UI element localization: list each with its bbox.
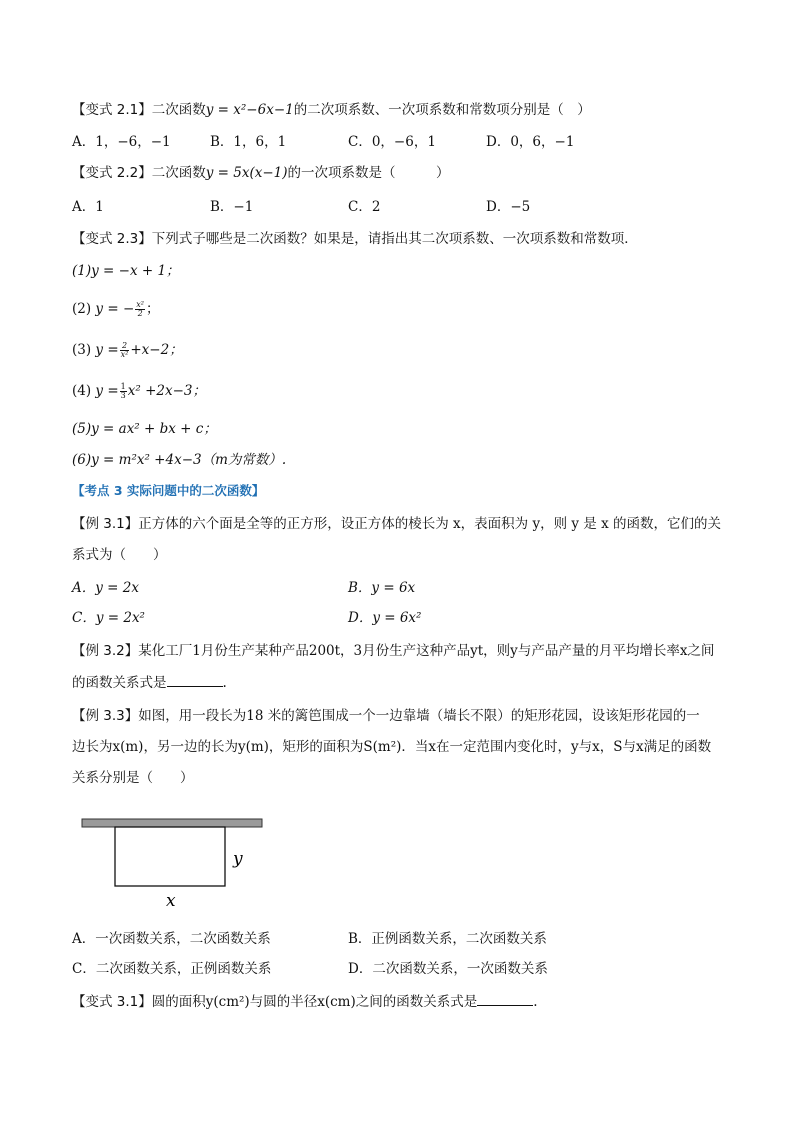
label-x: x: [166, 891, 176, 910]
question-text: 某化工厂1月份生产某种产品200t，3月份生产这种产品yt，则y与产品产量的月平均增长率x之间: [138, 643, 715, 659]
question-tag: 【例 3.2】: [72, 643, 139, 659]
question-tag: 【例 3.1】: [72, 516, 139, 532]
fraction: $\frac{1}{3}$: [120, 382, 126, 400]
item-2: (2) y = − $\frac{\text{x²}}{2}$ ；: [72, 300, 160, 318]
item-3: (3) y = $\frac{2}{\text{x²}}$ +x−2；: [72, 341, 183, 359]
option-b: B．y = 6x: [348, 580, 416, 596]
label-y: y: [233, 849, 243, 869]
question-v2-2: [72, 163, 450, 183]
question-text: 如图，用一段长为18 米的篱笆围成一个一边靠墙（墙长不限）的矩形花园，设该矩形花园的一: [138, 708, 700, 724]
question-text: 二次函数: [151, 165, 206, 181]
option-b: B．正例函数关系，二次函数关系: [348, 931, 547, 947]
wall: [82, 819, 262, 827]
item-4: (4) y = $\frac{1}{3}$ x² +2x−3；: [72, 382, 206, 400]
option-c: C．二次函数关系，正例函数关系: [72, 961, 272, 977]
option-d: D．−5: [486, 199, 531, 215]
option-a: A．y = 2x: [72, 580, 139, 596]
item-1: (1)y = −x + 1；: [72, 263, 180, 279]
question-text: 的一次项系数是（ ）: [287, 165, 450, 181]
option-b: B．1，6，1: [210, 134, 287, 150]
option-d: D．y = 6x²: [348, 610, 422, 626]
answer-blank[interactable]: [477, 993, 533, 1006]
fraction: $\frac{2}{\text{x²}}$: [120, 341, 129, 359]
garden-figure: [80, 815, 270, 910]
option-c: C．2: [348, 199, 381, 215]
question-text-cont: 的函数关系式是 .: [72, 675, 227, 691]
question-text-cont: 边长为x(m)，另一边的长为y(m)，矩形的面积为S(m²)．当x在一定范围内变化时，y与x，S与x满足的函数: [72, 739, 712, 755]
option-d: D．0，6，−1: [486, 134, 575, 150]
question-text: 下列式子哪些是二次函数？如果是，请指出其二次项系数、一次项系数和常数项．: [151, 231, 638, 247]
section-heading: 【考点 3 实际问题中的二次函数】: [72, 483, 265, 498]
question-tag: 【变式 3.1】: [72, 994, 152, 1010]
question-text: 的二次项系数、一次项系数和常数项分别是（ ）: [293, 102, 591, 118]
question-tag: 【变式 2.1】: [72, 102, 152, 118]
answer-blank[interactable]: [167, 674, 223, 687]
question-text: 正方体的六个面是全等的正方形，设正方体的棱长为 x，表面积为 y，则 y 是 x 的函数，它们的关: [138, 516, 721, 532]
question-text-cont: 关系分别是（ ）: [72, 770, 194, 786]
garden-rectangle: [115, 827, 225, 886]
equation: y = x²−6x−1: [205, 102, 294, 118]
fraction: $\frac{\text{x²}}{2}$: [136, 300, 144, 318]
question-v2-3: [72, 229, 638, 249]
question-ex3-1: [72, 514, 721, 534]
question-tag: 【例 3.3】: [72, 708, 139, 724]
option-c: C．y = 2x²: [72, 610, 145, 626]
equation: y = 5x(x−1): [205, 165, 288, 181]
question-v2-1: [72, 100, 591, 120]
question-ex3-2: [72, 641, 714, 661]
option-a: A．1，−6，−1: [72, 134, 171, 150]
question-tag: 【变式 2.3】: [72, 231, 152, 247]
question-text: 二次函数: [151, 102, 206, 118]
option-d: D．二次函数关系，一次函数关系: [348, 961, 548, 977]
item-5: (5)y = ax² + bx + c；: [72, 421, 217, 437]
option-b: B．−1: [210, 199, 254, 215]
question-v3-1: 【变式 3.1】圆的面积y(cm²)与圆的半径x(cm)之间的函数关系式是 .: [72, 994, 538, 1010]
question-text-cont: 系式为（ ）: [72, 547, 167, 563]
item-6: (6)y = m²x² +4x−3（m为常数）.: [72, 452, 287, 468]
option-c: C．0，−6，1: [348, 134, 436, 150]
question-text: 圆的面积y(cm²)与圆的半径x(cm)之间的函数关系式是: [151, 994, 478, 1010]
question-tag: 【变式 2.2】: [72, 165, 152, 181]
option-a: A．一次函数关系，二次函数关系: [72, 931, 271, 947]
question-ex3-3: [72, 706, 700, 726]
option-a: A．1: [72, 199, 104, 215]
